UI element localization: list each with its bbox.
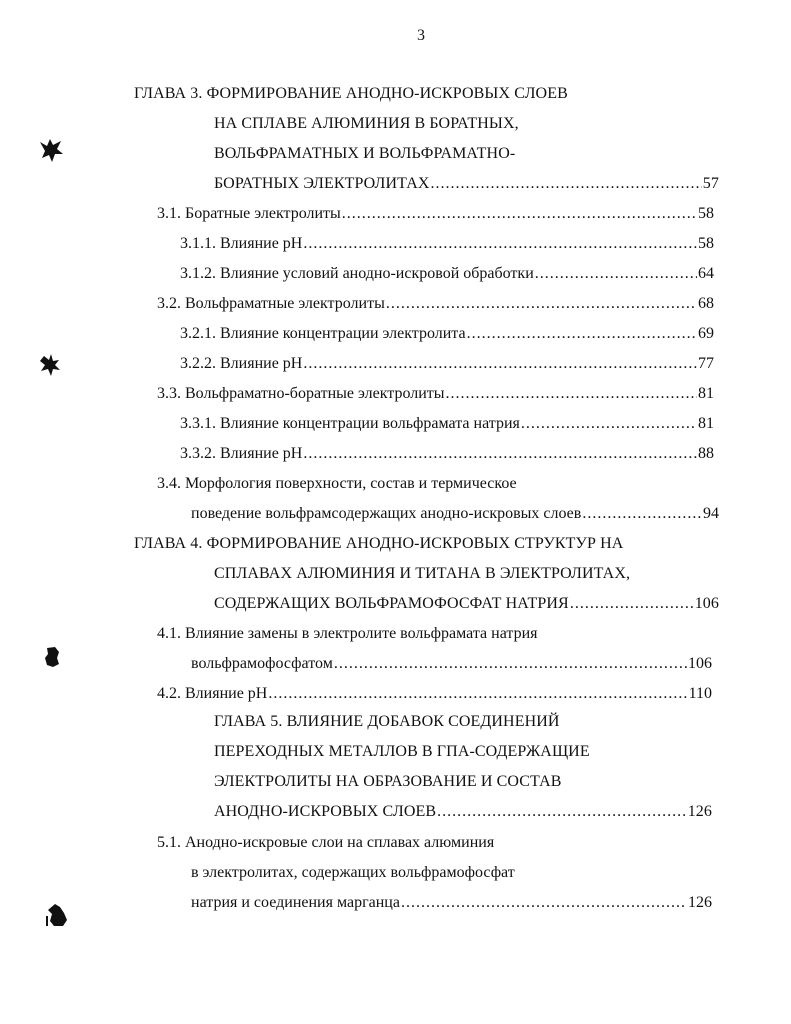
toc-chapter-3-line-2: НА СПЛАВЕ АЛЮМИНИЯ В БОРАТНЫХ, <box>214 115 519 132</box>
toc-entry-5-1-line-2: в электролитах, содержащих вольфрамофосфат <box>191 864 515 881</box>
toc-entry-page: 126 <box>688 894 712 911</box>
toc-dot-leader <box>467 324 697 344</box>
toc-dot-leader <box>446 384 697 404</box>
toc-dot-leader <box>582 504 702 524</box>
ink-blot-4 <box>44 902 70 928</box>
toc-entry-3-1 <box>157 204 714 224</box>
toc-entry-page: 126 <box>687 803 712 820</box>
toc-dot-leader <box>342 204 697 224</box>
toc-entry-page: 58 <box>698 205 714 222</box>
ink-blot-2 <box>38 352 62 378</box>
toc-entry-page: 58 <box>698 235 714 252</box>
toc-entry-page: 81 <box>698 415 714 432</box>
toc-entry-title: 3.1. Боратные электролиты <box>157 205 341 222</box>
toc-chapter-4-line-1: ГЛАВА 4. ФОРМИРОВАНИЕ АНОДНО-ИСКРОВЫХ СТРУКТУР НА <box>134 535 624 552</box>
ink-blot-3 <box>42 645 62 669</box>
toc-entry-4-1-line-1: 4.1. Влияние замены в электролите вольфрамата натрия <box>157 625 538 642</box>
toc-entry-4-1 <box>191 654 712 674</box>
toc-entry-3-1-1 <box>180 234 714 254</box>
toc-entry-title: 3.1.2. Влияние условий анодно-искровой обработки <box>180 265 534 282</box>
toc-chapter-3-line-1: ГЛАВА 3. ФОРМИРОВАНИЕ АНОДНО-ИСКРОВЫХ СЛОЕВ <box>134 85 568 102</box>
toc-dot-leader <box>521 414 697 434</box>
toc-entry-title: 3.1.1. Влияние pH <box>180 235 303 252</box>
toc-entry-page: 57 <box>702 175 719 192</box>
toc-entry-title: 3.2.2. Влияние pH <box>180 355 303 372</box>
toc-entry-3-3-1 <box>180 414 714 434</box>
toc-entry-5-1-line-1: 5.1. Анодно-искровые слои на сплавах алюминия <box>157 834 495 851</box>
toc-dot-leader <box>570 594 694 614</box>
toc-chapter-5-line-1: ГЛАВА 5. ВЛИЯНИЕ ДОБАВОК СОЕДИНЕНИЙ <box>214 713 560 730</box>
toc-entry-title: 3.2. Вольфраматные электролиты <box>157 295 385 312</box>
ink-blot-1 <box>36 136 66 164</box>
toc-entry-title: СОДЕРЖАЩИХ ВОЛЬФРАМОФОСФАТ НАТРИЯ <box>214 595 569 612</box>
toc-dot-leader <box>401 893 687 913</box>
toc-chapter-5-entry <box>214 802 712 822</box>
toc-dot-leader <box>334 654 687 674</box>
toc-dot-leader <box>535 264 697 284</box>
toc-entry-3-4 <box>191 504 719 524</box>
toc-entry-title: 3.3.1. Влияние концентрации вольфрамата натрия <box>180 415 520 432</box>
toc-dot-leader <box>268 684 687 704</box>
toc-chapter-4-entry <box>214 594 719 614</box>
toc-entry-title: натрия и соединения марганца <box>191 894 400 911</box>
toc-entry-page: 64 <box>698 265 714 282</box>
toc-chapter-4-line-2: СПЛАВАХ АЛЮМИНИЯ И ТИТАНА В ЭЛЕКТРОЛИТАХ, <box>214 565 631 582</box>
toc-chapter-5-line-3: ЭЛЕКТРОЛИТЫ НА ОБРАЗОВАНИЕ И СОСТАВ <box>214 773 562 790</box>
toc-entry-title: 3.2.1. Влияние концентрации электролита <box>180 325 466 342</box>
toc-entry-page: 88 <box>698 445 714 462</box>
toc-dot-leader <box>303 444 697 464</box>
toc-entry-page: 110 <box>688 685 712 702</box>
toc-entry-page: 69 <box>698 325 714 342</box>
toc-dot-leader <box>303 234 697 254</box>
toc-entry-page: 94 <box>703 505 719 522</box>
toc-entry-3-4-line-1: 3.4. Морфология поверхности, состав и термическое <box>157 475 517 492</box>
toc-entry-3-3-2 <box>180 444 714 464</box>
toc-entry-title: АНОДНО-ИСКРОВЫХ СЛОЕВ <box>214 803 437 820</box>
toc-entry-page: 68 <box>698 295 714 312</box>
toc-chapter-5-line-2: ПЕРЕХОДНЫХ МЕТАЛЛОВ В ГПА-СОДЕРЖАЩИЕ <box>214 743 590 760</box>
toc-entry-5-1 <box>191 893 712 913</box>
toc-entry-page: 77 <box>698 355 714 372</box>
toc-entry-3-2-1 <box>180 324 714 344</box>
toc-entry-3-3 <box>157 384 714 404</box>
toc-dot-leader <box>437 802 687 822</box>
toc-entry-title: поведение вольфрамсодержащих анодно-искровых слоев <box>191 505 582 522</box>
toc-dot-leader <box>431 174 702 194</box>
toc-dot-leader <box>303 354 697 374</box>
toc-entry-title: 4.2. Влияние pH <box>157 685 268 702</box>
toc-chapter-3-line-3: ВОЛЬФРАМАТНЫХ И ВОЛЬФРАМАТНО- <box>214 145 516 162</box>
toc-entry-4-2 <box>157 684 712 704</box>
toc-entry-3-1-2 <box>180 264 714 284</box>
toc-entry-title: 3.3. Вольфраматно-боратные электролиты <box>157 385 445 402</box>
toc-entry-page: 106 <box>694 595 719 612</box>
toc-entry-title: 3.3.2. Влияние pH <box>180 445 303 462</box>
toc-entry-3-2 <box>157 294 714 314</box>
toc-entry-title: вольфрамофосфатом <box>191 655 333 672</box>
toc-entry-3-2-2 <box>180 354 714 374</box>
toc-chapter-3-entry <box>214 174 719 194</box>
toc-entry-title: БОРАТНЫХ ЭЛЕКТРОЛИТАХ <box>214 175 430 192</box>
toc-entry-page: 81 <box>698 385 714 402</box>
toc-dot-leader <box>386 294 697 314</box>
page-number: 3 <box>417 27 425 44</box>
toc-entry-page: 106 <box>688 655 712 672</box>
